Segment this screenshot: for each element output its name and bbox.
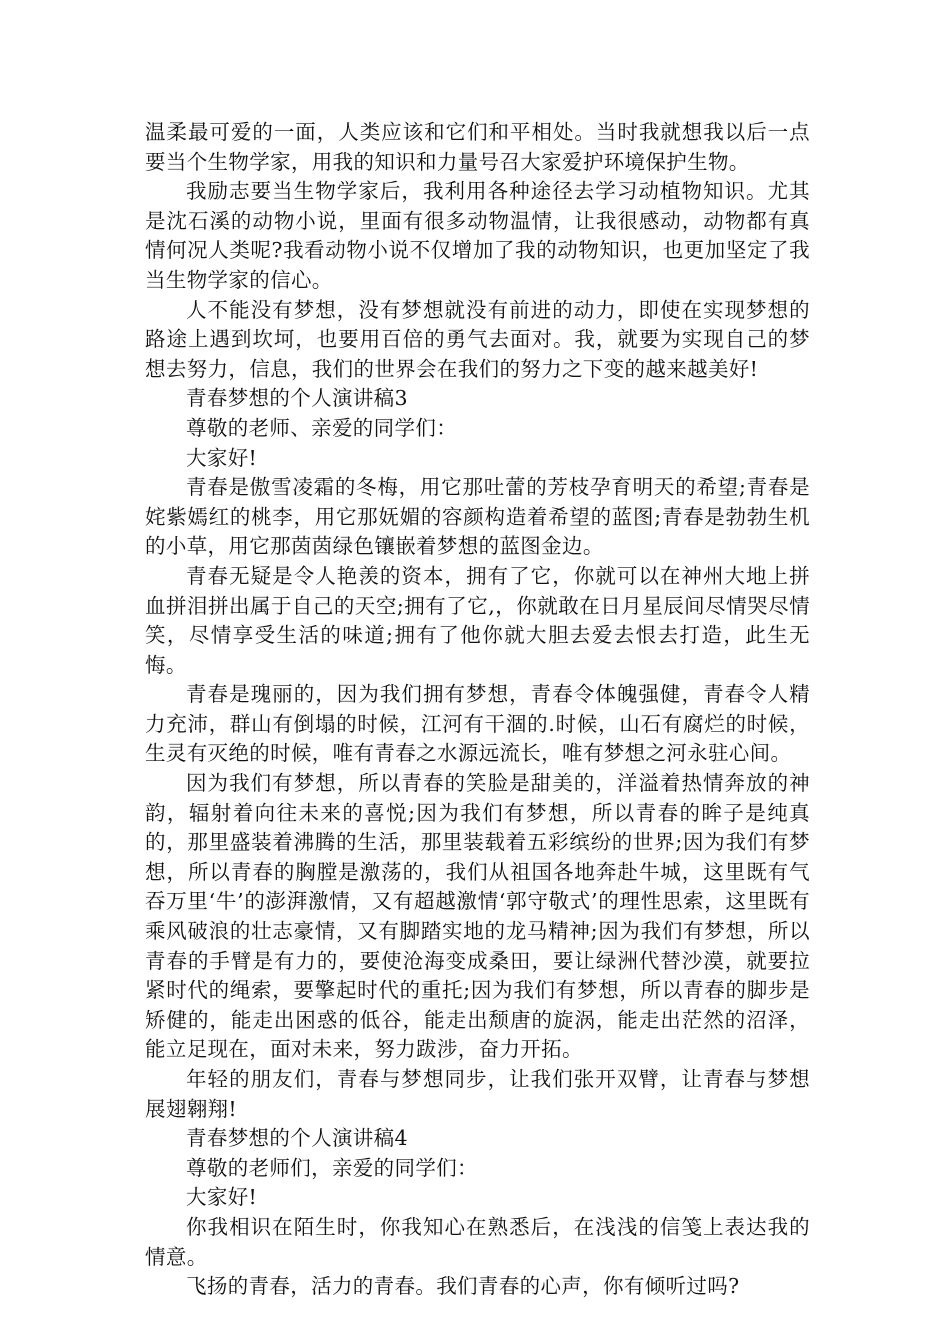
paragraph-youth-metaphors: 青春是傲雪凌霜的冬梅，用它那吐蕾的芳枝孕育明天的希望;青春是姹紫嫣红的桃李，用它那妩媚的容颜构造着希望的蓝图;青春是勃勃生机的小草，用它那茵茵绿色镶嵌着梦想的蓝图金边。 bbox=[145, 475, 810, 559]
section-heading-speech-4: 青春梦想的个人演讲稿4 bbox=[186, 1126, 408, 1151]
salutation-teachers-students-2: 尊敬的老师们，亲爱的同学们： bbox=[186, 1155, 478, 1180]
section-heading-speech-3: 青春梦想的个人演讲稿3 bbox=[186, 386, 408, 411]
paragraph-acquaintance: 你我相识在陌生时，你我知心在熟悉后，在浅浅的信笺上表达我的情意。 bbox=[145, 1214, 810, 1269]
paragraph-youth-splendid: 青春是瑰丽的，因为我们拥有梦想，青春令体魄强健，青春令人精力充沛，群山有倒塌的时候，江河有干涸的.时候，山石有腐烂的时候，生灵有灭绝的时候，唯有青春之水源远流长，唯有梦想之河永驻心间。 bbox=[145, 682, 810, 766]
paragraph-dream-power: 人不能没有梦想，没有梦想就没有前进的动力，即使在实现梦想的路途上遇到坎坷，也要用百倍的勇气去面对。我，就要为实现自己的梦想去努力，信息，我们的世界会在我们的努力之下变的越来越美好! bbox=[145, 297, 810, 381]
paragraph-because-dreams: 因为我们有梦想，所以青春的笑脸是甜美的，洋溢着热情奔放的神韵，辐射着向往未来的喜悦;因为我们有梦想，所以青春的眸子是纯真的，那里盛装着沸腾的生活，那里装载着五彩缤纷的世界;因为我们有梦想，所以青春的胸膛是激荡的，我们从祖国各地奔赴牛城，这里既有气吞万里‘牛’的澎湃激情，又有超越激情‘郭守敬式’的理性思索，这里既有乘风破浪的壮志豪情，又有脚踏实地的龙马精神;因为我们有梦想，所以青春的手臂是有力的，要使沧海变成桑田，要让绿洲代替沙漠，就要拉紧时代的绳索，要擎起时代的重托;因为我们有梦想，所以青春的脚步是矫健的，能走出困惑的低谷，能走出颓唐的旋涡，能走出茫然的沼泽，能立足现在，面对未来，努力跋涉，奋力开拓。 bbox=[145, 771, 810, 1062]
paragraph-young-friends: 年轻的朋友们，青春与梦想同步，让我们张开双臂，让青春与梦想展翅翱翔! bbox=[145, 1067, 810, 1121]
paragraph-youth-voice: 飞扬的青春，活力的青春。我们青春的心声，你有倾听过吗? bbox=[186, 1274, 740, 1299]
paragraph-youth-capital: 青春无疑是令人艳羡的资本，拥有了它，你就可以在神州大地上拼血拼泪拼出属于自己的天空;拥有了它,，你就敢在日月星辰间尽情哭尽情笑，尽情享受生活的味道;拥有了他你就大胆去爱去恨去打造，此生无悔。 bbox=[145, 563, 810, 677]
document-page bbox=[145, 118, 810, 1302]
salutation-teachers-students: 尊敬的老师、亲爱的同学们： bbox=[186, 415, 458, 440]
paragraph-biologist-study: 我励志要当生物学家后，我利用各种途径去学习动植物知识。尤其是沈石溪的动物小说，里面有很多动物温情，让我很感动，动物都有真情何况人类呢?我看动物小说不仅增加了我的动物知识，也更加坚定了我当生物学家的信心。 bbox=[145, 179, 810, 292]
greeting-hello: 大家好! bbox=[186, 445, 258, 470]
paragraph-intro-continuation: 温柔最可爱的一面，人类应该和它们和平相处。当时我就想我以后一点要当个生物学家，用我的知识和力量号召大家爱护环境保护生物。 bbox=[145, 120, 810, 174]
greeting-hello-2: 大家好! bbox=[186, 1185, 258, 1210]
